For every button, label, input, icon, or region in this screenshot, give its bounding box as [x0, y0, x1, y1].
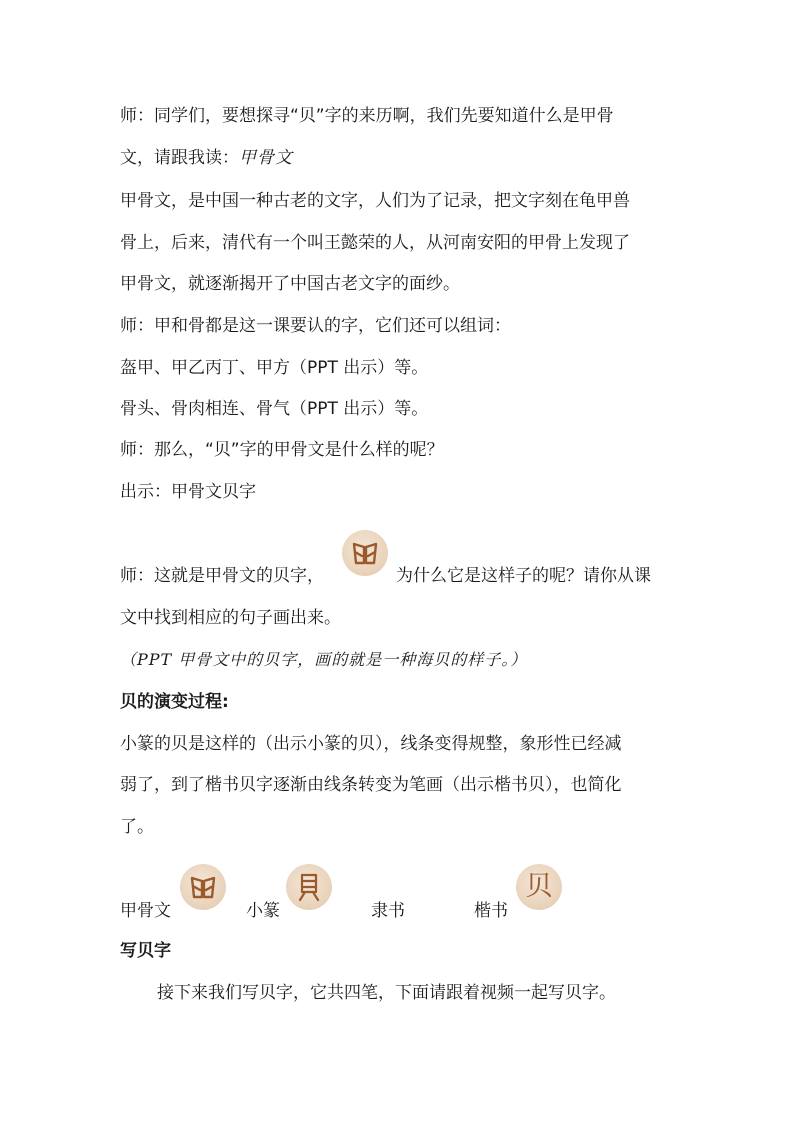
- oracle-bei-glyph-inline: [342, 530, 388, 576]
- paragraph-line: 小篆的贝是这样的（出示小篆的贝），线条变得规整，象形性已经减: [120, 734, 622, 754]
- paragraph-line: 师：这就是甲骨文的贝字，: [120, 566, 324, 586]
- paragraph-text: 为什么它是这样子的呢？请你从课: [396, 566, 651, 586]
- section-heading: 贝的演变过程:: [120, 692, 229, 712]
- paragraph-line: 出示：甲骨文贝字: [120, 482, 256, 502]
- seal-script-label: 小篆: [246, 901, 280, 921]
- seal-bei-icon: [286, 864, 332, 910]
- paragraph-line: 师：甲和骨都是这一课要认的字，它们还可以组词：: [120, 316, 511, 336]
- paragraph-line: 骨头、骨肉相连、骨气（PPT 出示）等。: [120, 399, 429, 419]
- handwritten-jiaguwen: 甲骨文: [239, 148, 293, 168]
- regular-script-label: 楷书: [474, 901, 508, 921]
- regular-bei-character: 贝: [525, 871, 553, 902]
- paragraph-line: 文中找到相应的句子画出来。: [120, 608, 341, 628]
- handwritten-note: （PPT 甲骨文中的贝字，画的就是一种海贝的样子。）: [120, 650, 528, 669]
- paragraph-line: 弱了，到了楷书贝字逐渐由线条转变为笔画（出示楷书贝），也简化: [120, 775, 622, 795]
- clerical-script-label: 隶书: [371, 901, 405, 921]
- section-heading: 写贝字: [120, 941, 171, 961]
- paragraph-line: 盔甲、甲乙丙丁、甲方（PPT 出示）等。: [120, 358, 429, 378]
- oracle-bei-glyph: [180, 864, 226, 910]
- paragraph-line: 师：同学们，要想探寻“贝”字的来历啊，我们先要知道什么是甲骨: [120, 106, 614, 126]
- paragraph-line: 了。: [120, 817, 154, 837]
- paragraph-text: 文，请跟我读：: [120, 148, 239, 168]
- paragraph-line: 师：那么，“贝”字的甲骨文是什么样的呢？: [120, 440, 444, 460]
- regular-bei-glyph: [516, 864, 562, 910]
- seal-bei-glyph: [286, 864, 332, 910]
- oracle-label: 甲骨文: [120, 901, 171, 921]
- oracle-bei-icon: [342, 530, 388, 576]
- oracle-bei-icon: [180, 864, 226, 910]
- paragraph-line: 甲骨文，是中国一种古老的文字，人们为了记录，把文字刻在龟甲兽: [120, 191, 630, 211]
- paragraph-line: [120, 146, 680, 170]
- paragraph-line: 接下来我们写贝字，它共四笔，下面请跟着视频一起写贝字。: [157, 983, 616, 1003]
- paragraph-line: 骨上，后来，清代有一个叫王懿荣的人，从河南安阳的甲骨上发现了: [120, 233, 630, 253]
- paragraph-line: 甲骨文，就逐渐揭开了中国古老文字的面纱。: [120, 274, 460, 294]
